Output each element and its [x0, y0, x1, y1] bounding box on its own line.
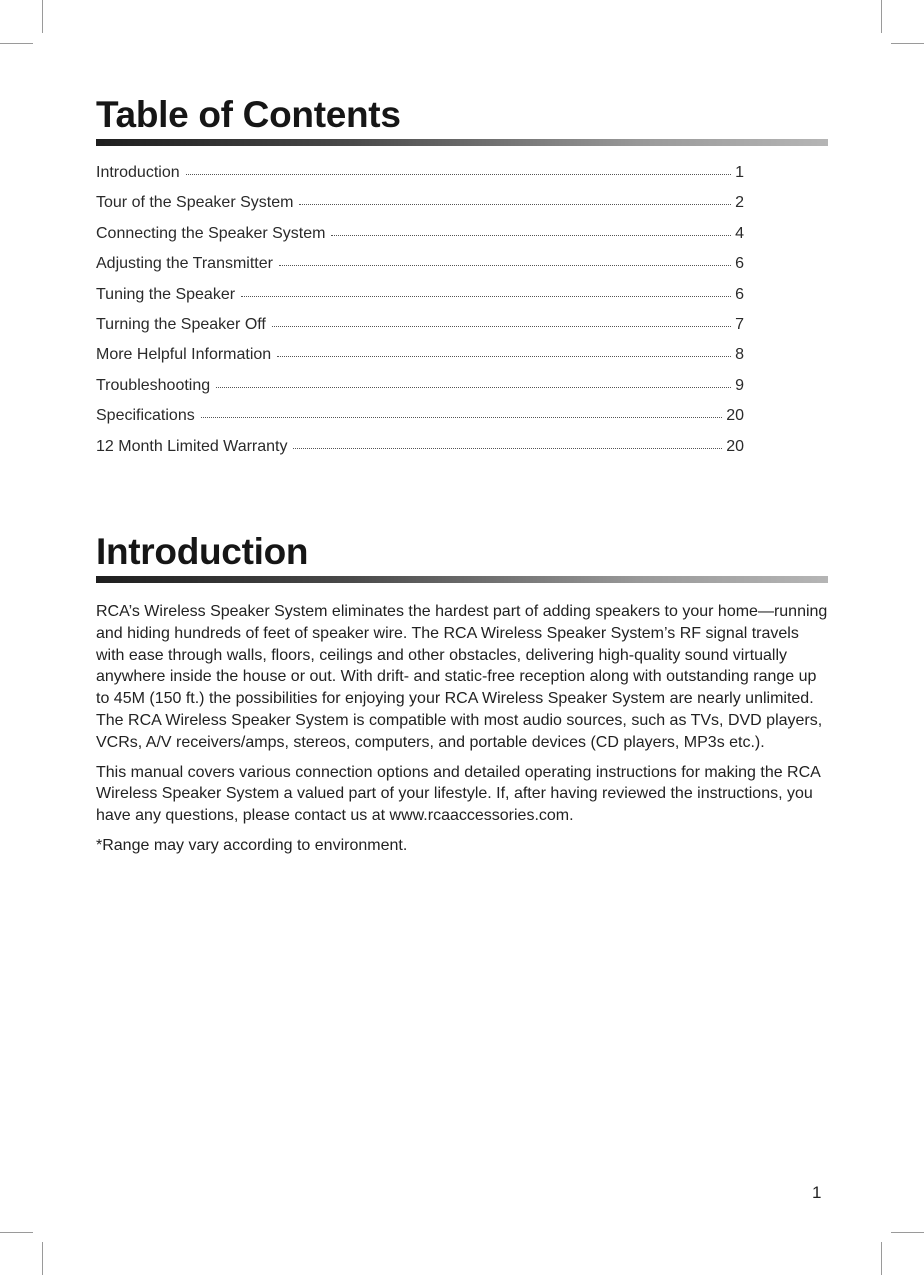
range-footnote: *Range may vary according to environment. — [96, 836, 408, 854]
toc-entry-title: Specifications — [96, 407, 195, 425]
toc-entry-page: 2 — [735, 194, 744, 212]
intro-body — [96, 601, 828, 865]
toc-entry[interactable] — [96, 407, 744, 437]
toc-list — [96, 164, 744, 468]
toc-dot-leader — [241, 295, 731, 297]
toc-entry-title: Troubleshooting — [96, 376, 211, 394]
toc-dot-leader — [201, 416, 722, 418]
toc-entry-title: More Helpful Information — [96, 346, 272, 364]
toc-entry-page: 6 — [735, 255, 744, 273]
toc-entry-title: 12 Month Limited Warranty — [96, 437, 288, 455]
toc-entry[interactable] — [96, 286, 744, 316]
crop-mark — [891, 1232, 924, 1233]
toc-entry-page: 4 — [735, 224, 744, 242]
intro-paragraph: This manual covers various connection options and detailed operating instructions for making the RCA Wireless Speaker System a valued part of your lifestyle. If, after having reviewed the instructions, you have any questions, please contact us at www.rcaaccessories.com. — [96, 763, 820, 825]
toc-entry[interactable] — [96, 194, 744, 224]
toc-entry-title: Tuning the Speaker — [96, 285, 236, 303]
toc-header — [96, 95, 828, 146]
toc-entry[interactable] — [96, 316, 744, 346]
toc-entry-title: Connecting the Speaker System — [96, 224, 326, 242]
crop-mark — [881, 1242, 882, 1275]
toc-entry-page: 7 — [735, 315, 744, 333]
intro-title: Introduction — [96, 531, 309, 572]
toc-dot-leader — [186, 173, 731, 175]
toc-dot-leader — [272, 325, 731, 327]
crop-mark — [0, 1232, 33, 1233]
page-number: 1 — [812, 1183, 822, 1202]
toc-entry-page: 20 — [726, 437, 744, 455]
crop-mark — [42, 0, 43, 33]
crop-mark — [0, 43, 33, 44]
toc-entry-page: 9 — [735, 376, 744, 394]
intro-header — [96, 532, 828, 583]
toc-dot-leader — [216, 386, 731, 388]
toc-entry-page: 1 — [735, 164, 744, 181]
toc-entry-page: 20 — [726, 407, 744, 425]
intro-paragraph: RCA’s Wireless Speaker System eliminates the hardest part of adding speakers to your home—running and hiding hundreds of feet of speaker wire. The RCA Wireless Speaker System’s RF signal travels with ease through walls, floors, ceilings and other obstacles, delivering high-quality sound virtually anywhere inside the house or out. With drift- and static-free reception along with outstanding range up to 45M (150 ft.) the possibilities for enjoying your RCA Wireless Speaker System are nearly unlimited. The RCA Wireless Speaker System is compatible with most audio sources, such as TVs, DVD players, VCRs, A/V receivers/amps, stereos, computers, and portable devices (CD players, MP3s etc.). — [96, 603, 828, 751]
toc-dot-leader — [277, 355, 731, 357]
toc-entry[interactable] — [96, 255, 744, 285]
toc-dot-leader — [293, 447, 722, 449]
toc-entry-title: Introduction — [96, 164, 180, 181]
toc-entry[interactable] — [96, 377, 744, 407]
toc-entry-title: Turning the Speaker Off — [96, 315, 266, 333]
intro-rule — [96, 576, 828, 583]
crop-mark — [42, 1242, 43, 1275]
toc-entry[interactable] — [96, 346, 744, 376]
toc-entry-page: 6 — [735, 285, 744, 303]
toc-entry-page: 8 — [735, 346, 744, 364]
toc-title: Table of Contents — [96, 94, 401, 135]
toc-rule — [96, 139, 828, 146]
toc-dot-leader — [331, 234, 731, 236]
toc-dot-leader — [299, 203, 731, 205]
crop-mark — [891, 43, 924, 44]
toc-entry-title: Adjusting the Transmitter — [96, 255, 273, 273]
toc-dot-leader — [279, 264, 731, 266]
toc-entry[interactable] — [96, 438, 744, 468]
toc-entry-title: Tour of the Speaker System — [96, 194, 294, 212]
crop-mark — [881, 0, 882, 33]
toc-entry[interactable] — [96, 225, 744, 255]
toc-entry[interactable] — [96, 164, 744, 194]
